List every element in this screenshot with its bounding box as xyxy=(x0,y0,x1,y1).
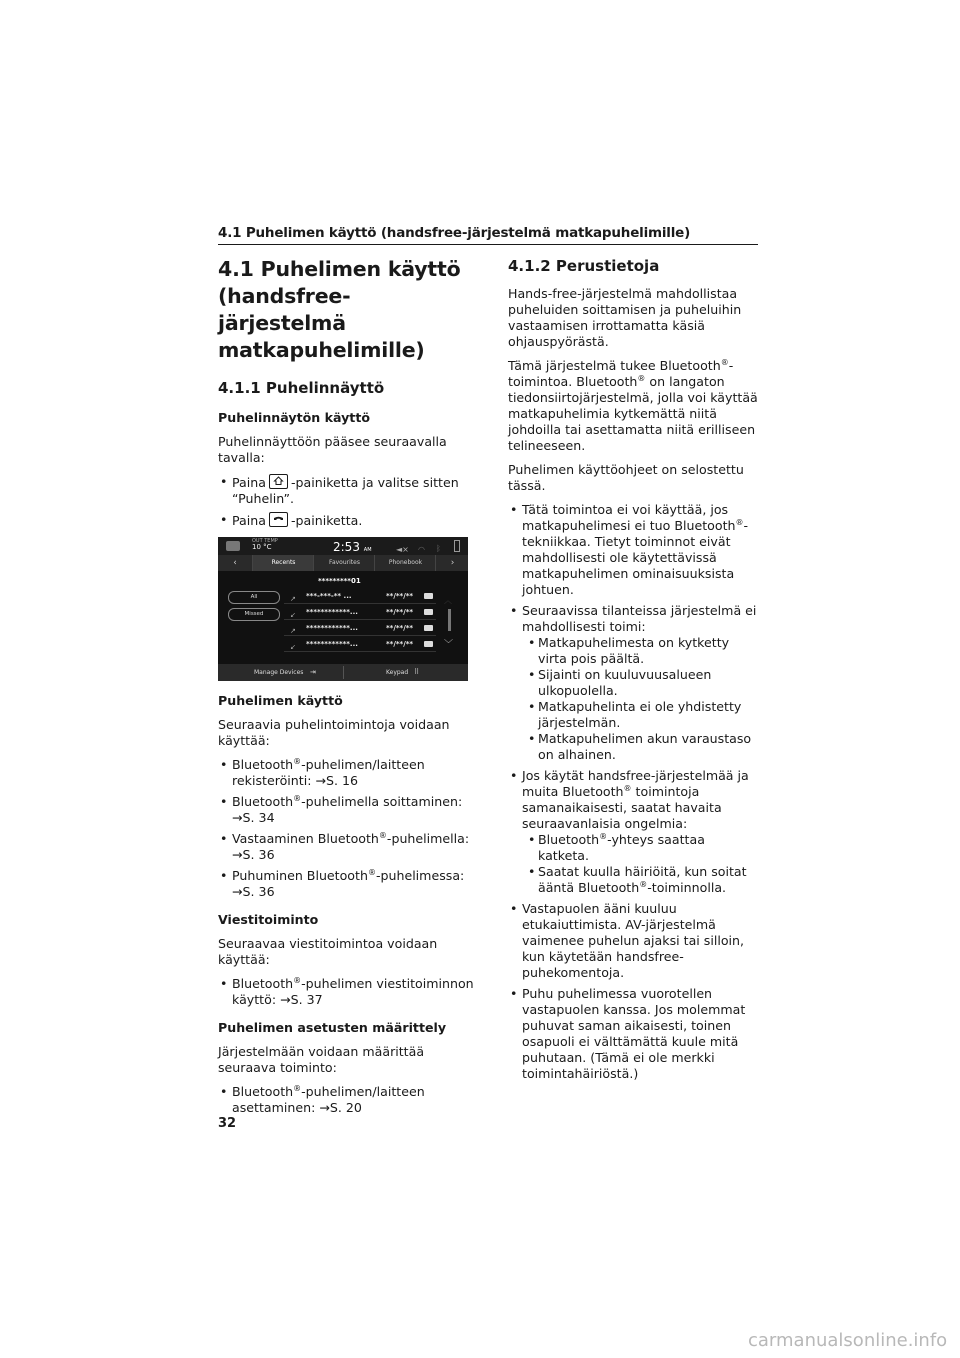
back-icon[interactable]: ‹ xyxy=(233,558,237,568)
message-icon xyxy=(424,625,433,631)
right-column xyxy=(508,252,758,1090)
clock: 2:53 AM xyxy=(333,540,372,554)
manage-devices-button[interactable]: Manage Devices xyxy=(254,669,304,676)
message-icon xyxy=(424,593,433,599)
step-home-button: • Paina -painiketta ja valitse sitten “Puhelin”. xyxy=(218,474,476,507)
messaging-list xyxy=(218,976,476,1008)
message-icon xyxy=(424,641,433,647)
sub-list-item: • Matkapuhelimen akun varaustaso on alhainen. xyxy=(522,731,758,763)
device-name: *********01 xyxy=(318,577,361,585)
scroll-up-icon[interactable]: ︿ xyxy=(444,596,452,605)
tab-bar xyxy=(218,555,468,571)
forward-icon[interactable]: › xyxy=(435,555,468,571)
call-row[interactable]: ↙ ************... **/**/** xyxy=(284,637,436,652)
missed-call-icon: ↙ xyxy=(290,643,296,651)
list-item: • Seuraavissa tilanteissa järjestelmä ei mahdollisesti toimi: • Matkapuhelimesta on kytketty virta pois päältä. • Sijainti on kuuluvuusalueen ulkopuolella. • Matkapuhelinta ei ole yhdistetty järjestelmän. • Matkapuhelimen akun varaustaso on alhainen. xyxy=(508,603,758,763)
sub-list xyxy=(522,832,758,896)
missed-call-icon: ↙ xyxy=(290,611,296,619)
phone-use-list xyxy=(218,757,476,900)
left-column xyxy=(218,252,476,1124)
keypad-button[interactable]: Keypad xyxy=(386,669,409,676)
list-item: • Bluetooth®-puhelimen/laitteen rekisteröinti: →S. 16 xyxy=(218,757,476,789)
sub-list-item: • Bluetooth®-yhteys saattaa katketa. xyxy=(522,832,758,864)
home-button-icon xyxy=(269,474,288,489)
status-bar xyxy=(218,537,468,555)
title-line-1: 4.1 Puhelimen käyttö xyxy=(218,257,461,281)
login-icon: ⇥ xyxy=(310,668,316,676)
title-line-3: matkapuhelimille) xyxy=(218,338,425,362)
subsection-411-title: 4.1.1 Puhelinnäyttö xyxy=(218,379,385,397)
call-row[interactable]: ↙ ************... **/**/** xyxy=(284,605,436,620)
phone-screen-image xyxy=(218,537,468,681)
keypad-icon: ⠿ xyxy=(414,668,420,676)
tab-phonebook[interactable]: Phonebook xyxy=(374,555,436,571)
bluetooth-icon: ᛒ xyxy=(436,544,441,553)
sub-list-item: • Sijainti on kuuluvuusalueen ulkopuolella. xyxy=(522,667,758,699)
running-header: 4.1 Puhelimen käyttö (handsfree-järjestelmä matkapuhelimille) xyxy=(218,225,691,241)
list-item: • Jos käytät handsfree-järjestelmää ja muita Bluetooth® toimintoja samanaikaisesti, saatat havaita seuraavanlaisia ongelmia: • Bluetooth®-yhteys saattaa katketa. • Saatat kuulla häiriöitä, kun soitat ääntä Bluetooth®-toiminnolla. xyxy=(508,768,758,896)
list-item: • Puhu puhelimessa vuorotellen vastapuolen kanssa. Jos molemmat puhuvat saman aikaisesti, toinen osapuoli ei välttämättä kuule mitä puhutaan. (Tämä ei ole merkki toimintahäiriöstä.) xyxy=(508,986,758,1082)
tab-recents[interactable]: Recents xyxy=(252,555,314,571)
paragraph-basics-1: Hands-free-järjestelmä mahdollistaa puheluiden soittamisen ja puheluihin vastaamisen irrottamatta käsiä ohjauspyörästä. xyxy=(508,286,742,349)
step-phone-button: • Paina -painiketta. xyxy=(218,512,476,529)
paragraph-basics-2: Tämä järjestelmä tukee Bluetooth®-toimintoa. Bluetooth® on langaton tiedonsiirtojärjestelmä, jolla voi käyttää matkapuhelimia kytkemättä niitä johdoilla tai asettamatta niitä erilliseen telineeseen. xyxy=(508,357,758,453)
sub-list-item: • Matkapuhelimesta on kytketty virta pois päältä. xyxy=(522,635,758,667)
paragraph-phone-use: Seuraavia puhelintoimintoja voidaan käyttää: xyxy=(218,717,450,748)
paragraph-messaging: Seuraavaa viestitoimintoa voidaan käyttää: xyxy=(218,936,438,967)
title-line-2: (handsfree-järjestelmä xyxy=(218,284,351,335)
list-item: • Vastapuolen ääni kuuluu etukaiuttimista. AV-järjestelmä vaimenee puhelun ajaksi tai silloin, kun käytetään handsfree-puhekomentoja. xyxy=(508,901,758,981)
tab-favourites[interactable]: Favourites xyxy=(313,555,375,571)
list-item: • Tätä toimintoa ei voi käyttää, jos matkapuhelimesi ei tuo Bluetooth®-tekniikkaa. Tietyt toiminnot eivät mahdollisesti ole käytettävissä matkapuhelimen ominaisuuksista johtuen. xyxy=(508,502,758,598)
outgoing-call-icon: ↗ xyxy=(290,627,296,635)
phone-screen-steps xyxy=(218,474,476,529)
subsection-412-title: 4.1.2 Perustietoja xyxy=(508,257,660,275)
outgoing-call-icon: ↗ xyxy=(290,595,296,603)
filter-missed[interactable]: Missed xyxy=(228,608,280,621)
message-icon xyxy=(424,609,433,615)
section-title xyxy=(218,256,476,364)
heading-phone-use: Puhelimen käyttö xyxy=(218,693,343,708)
heading-messaging: Viestitoiminto xyxy=(218,912,319,927)
paragraph-settings: Järjestelmään voidaan määrittää seuraava toiminto: xyxy=(218,1044,425,1075)
list-item: • Puhuminen Bluetooth®-puhelimessa: →S. 36 xyxy=(218,868,476,900)
settings-list xyxy=(218,1084,476,1116)
bottom-bar xyxy=(218,664,468,681)
filter-all[interactable]: All xyxy=(228,591,280,604)
scroll-down-icon[interactable]: ﹀ xyxy=(444,640,454,650)
paragraph-phone-screen: Puhelinnäyttöön pääsee seuraavalla tavalla: xyxy=(218,434,447,465)
sub-list xyxy=(522,635,758,763)
call-row[interactable]: ↗ ***-***-** ... **/**/** xyxy=(284,589,436,604)
scrollbar[interactable] xyxy=(448,609,451,631)
watermark: carmanualsonline.info xyxy=(748,1330,948,1351)
mute-icon: ◄× xyxy=(396,545,409,554)
header-rule xyxy=(218,244,758,245)
call-row[interactable]: ↗ ************... **/**/** xyxy=(284,621,436,636)
divider xyxy=(343,666,344,679)
wifi-icon: ◠ xyxy=(418,545,425,554)
list-item: • Bluetooth®-puhelimen/laitteen asettaminen: →S. 20 xyxy=(218,1084,476,1116)
basics-list xyxy=(508,502,758,1082)
sub-list-item: • Matkapuhelinta ei ole yhdistetty järjestelmän. xyxy=(522,699,758,731)
heading-settings: Puhelimen asetusten määrittely xyxy=(218,1020,447,1035)
list-item: • Bluetooth®-puhelimella soittaminen: →S. 34 xyxy=(218,794,476,826)
heading-phone-screen-use: Puhelinnäytön käyttö xyxy=(218,410,370,425)
outside-temperature: OUT TEMP 10 °C xyxy=(252,538,278,551)
list-item: • Vastaaminen Bluetooth®-puhelimella: →S. 36 xyxy=(218,831,476,863)
page-number: 32 xyxy=(218,1116,237,1131)
phone-button-icon xyxy=(269,512,288,527)
battery-icon xyxy=(454,540,460,552)
sub-list-item: • Saatat kuulla häiriöitä, kun soitat ääntä Bluetooth®-toiminnolla. xyxy=(522,864,758,896)
car-icon xyxy=(226,541,240,551)
list-item: • Bluetooth®-puhelimen viestitoiminnon käyttö: →S. 37 xyxy=(218,976,476,1008)
paragraph-basics-3: Puhelimen käyttöohjeet on selostettu tässä. xyxy=(508,462,744,493)
